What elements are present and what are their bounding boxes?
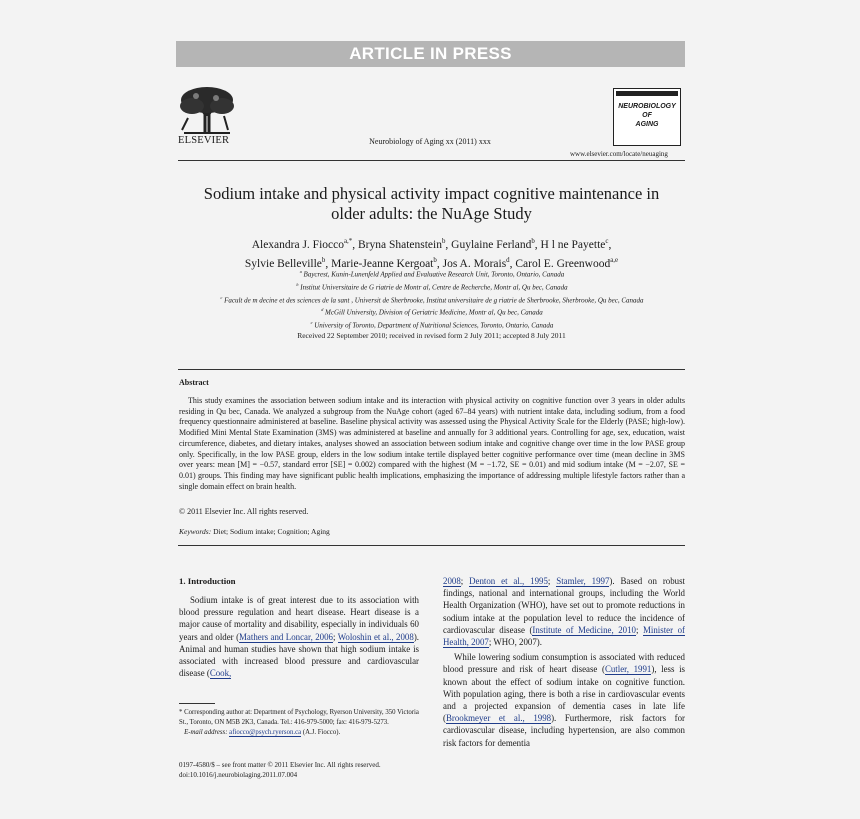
citation-link[interactable]: 2008 [443, 576, 461, 586]
email-link[interactable]: afiocco@psych.ryerson.ca [229, 729, 302, 736]
abstract-text: This study examines the association between sodium intake and its interaction with physical activity on cognitive function over 3 years in older adults residing in Qu bec, Canada. We analyzed a subgroup from the NuAge cohort (aged 67–84 years) with nutrient intake data, including sodium, from a food frequency questionnaire administered at baseline. Baseline physical activity was assessed using the Physical Activity Scale for the Elderly (PASE; high-low). Modified Mini Mental State Examination (3MS) was administered at baseline and annually for 3 additional years. Controlling for age, sex, education, waist circumference, diabetes, and dietary intakes, analyses showed an association between sodium intake and cognitive change over time in the low PASE group only. Specifically, in the low PASE group, elders in the low sodium intake tertile displayed better cognitive performance over time (mean decline in 3MS over years: mean [M] = −0.57, standard error [SE] = 0.002) compared with the highest (M = −1.72, SE = 0.01) and mid sodium intake (M = −2.07, SE = 0.01) groups. This finding may have significant public health implications, emphasizing the importance of addressing multiple lifestyle factors rather than a single domain effect on brain health. [179, 396, 685, 491]
elsevier-tree-logo [178, 86, 236, 134]
author-list [178, 234, 685, 272]
keywords-rule [178, 545, 685, 546]
keywords: Keywords: Diet; Sodium intake; Cognition; Aging [179, 527, 330, 536]
affiliation: $^b$ Institut Universitaire de G riatrie de Montr al, Centre de Recherche, Montr al, Qu bec, Canada [296, 281, 568, 292]
abstract-rule [178, 369, 685, 370]
citation-link[interactable]: Cutler, 1991 [604, 664, 652, 675]
corresponding-author-footnote: * Corresponding author at: Department of Psychology, Ryerson University, 350 Victoria St., Toronto, ON M5B 2K3, Canada. Tel.: 416-979-5000; fax: 416-979-5273. E-mail address: afiocco@psych.ryerson.ca (A.J. Fiocco). [179, 709, 419, 736]
article-in-press-banner: ARTICLE IN PRESS [176, 41, 685, 67]
paragraph: 2008; Denton et al., 1995; Stamler, 1997). Based on robust findings, national and international groups, including the World Health Organization (WHO), have set out to promote reductions in sodium intake at the population level to reduce the incidence of cardiovascular disease (Institute of Medicine, 2010; Minister of Health, 2007; WHO, 2007). [443, 576, 686, 648]
journal-cover-thumbnail [613, 88, 681, 146]
publisher-name: ELSEVIER [178, 135, 230, 146]
affiliation: $^c$ Facult de m decine et des sciences de la sant , Universit de Sherbrooke, Institut universitaire de g riatrie de Sherbrooke, Sherbrooke, Qu bec, Canada [220, 294, 644, 304]
paragraph: While lowering sodium consumption is associated with reduced blood pressure and risk of heart disease (Cutler, 1991), less is known about the effect of sodium intake on cognitive function. With population aging, there is both a rise in cardiovascular events and a projected expansion of dementia cases in late life (Brookmeyer et al., 1998). Furthermore, risk factors for cardiovascular disease, including hypertension, are also common risk factors for dementia [443, 652, 686, 748]
affiliation: $^e$ University of Toronto, Department of Nutritional Sciences, Toronto, Ontario, Canada [310, 320, 554, 330]
affiliations [186, 267, 678, 331]
citation-link[interactable]: Woloshin et al., 2008 [337, 631, 414, 642]
footnote-rule [179, 703, 215, 704]
journal-citation: Neurobiology of Aging xx (2011) xxx [369, 137, 491, 146]
citation-link[interactable]: Stamler, 1997 [556, 576, 610, 586]
body-column-left [179, 594, 419, 679]
citation-link[interactable]: Institute of Medicine, 2010 [532, 624, 636, 635]
abstract-heading: Abstract [179, 378, 209, 387]
section-heading-introduction: 1. Introduction [179, 576, 236, 586]
affiliation: $^d$ McGill University, Division of Geriatric Medicine, Montr al, Qu bec, Canada [321, 307, 543, 317]
citation-link[interactable]: Denton et al., 1995 [469, 576, 548, 586]
citation-link[interactable]: Mathers and Loncar, 2006 [239, 631, 333, 642]
author-line-1: Alexandra J. Fiocco$^{a,*}$, Bryna Shatenstein$^b$, Guylaine Ferland$^b$, H l ne Payette$^c$, [251, 238, 612, 251]
body-column-right [443, 575, 685, 749]
cover-title: NEUROBIOLOGY OF AGING [618, 103, 676, 128]
issn-doi: 0197-4580/$ – see front matter © 2011 Elsevier Inc. All rights reserved. doi:10.1016/j.neurobiolaging.2011.07.004 [179, 761, 381, 779]
affiliation: $^a$ Baycrest, Kunin-Lunenfeld Applied and Evaluative Research Unit, Toronto, Ontario, Canada [299, 269, 565, 279]
paragraph: Sodium intake is of great interest due to its association with blood pressure regulation and heart disease. Heart disease is a major cause of mortality and disability, especially in individuals 60 years and older (Mathers and Loncar, 2006; Woloshin et al., 2008). Animal and human studies have shown that high sodium intake is associated with increased blood pressure and cardiovascular disease (Cook, [179, 595, 419, 679]
article-title: Sodium intake and physical activity impact cognitive maintenance in older adults: the NuAge Study [203, 184, 660, 223]
received-dates: Received 22 September 2010; received in revised form 2 July 2011; accepted 8 July 2011 [297, 331, 566, 340]
citation-link[interactable]: Cook, [209, 668, 232, 679]
citation-link[interactable]: Minister of Health, 2007 [443, 624, 686, 648]
journal-url[interactable]: www.elsevier.com/locate/neuaging [570, 150, 668, 158]
author-line-2: Sylvie Belleville$^b$, Marie-Jeanne Kergoat$^b$, Jos A. Morais$^d$, Carol E. Greenwood$^{a,e}$ [244, 256, 619, 270]
cover-bar [616, 91, 678, 96]
header-rule [178, 160, 685, 161]
citation-link[interactable]: Brookmeyer et al., 1998 [445, 713, 552, 724]
copyright-notice: © 2011 Elsevier Inc. All rights reserved. [179, 507, 309, 516]
